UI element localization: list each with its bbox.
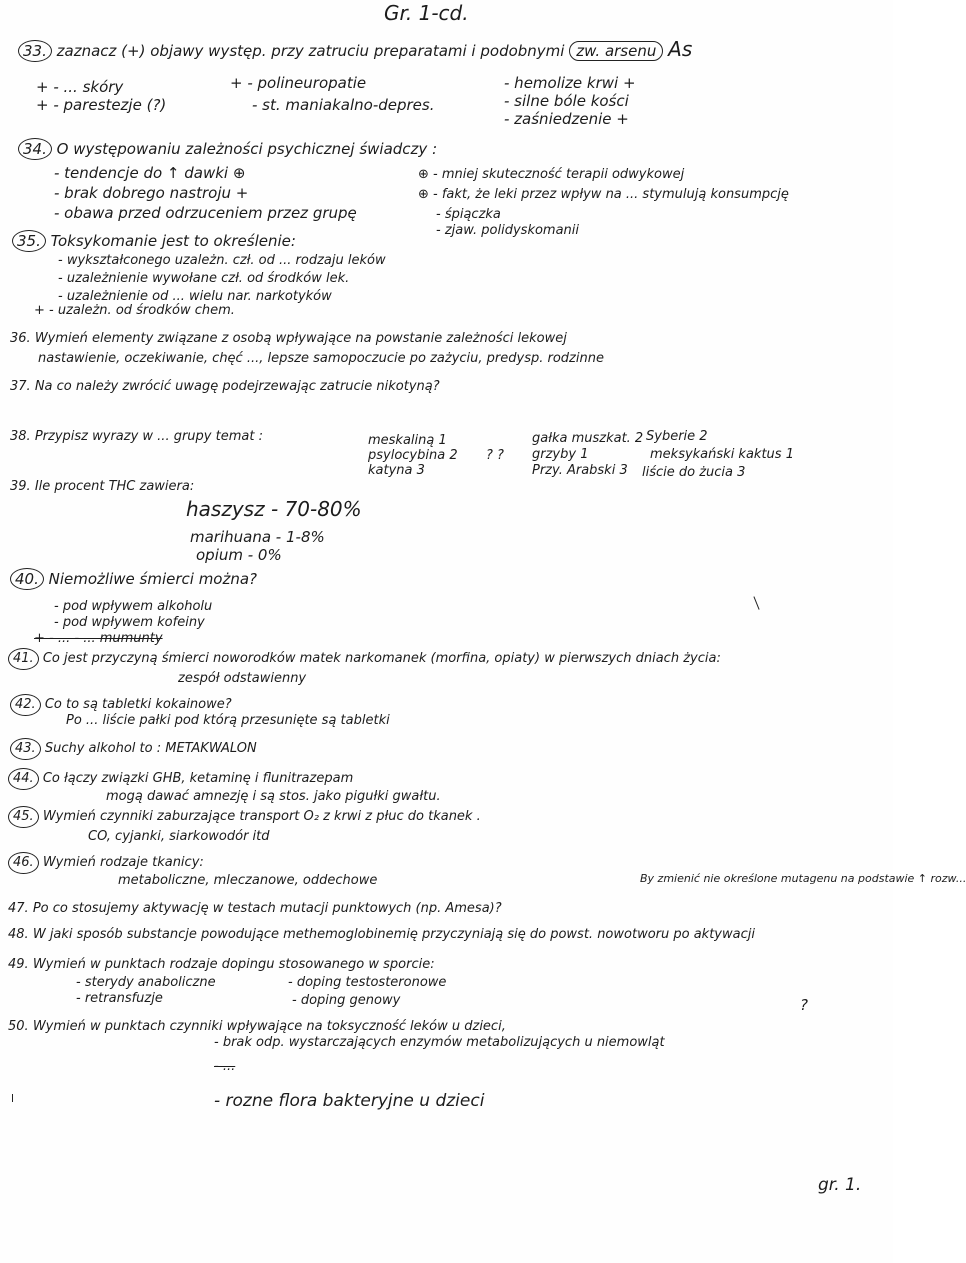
question-40 bbox=[10, 568, 257, 590]
question-number: 45. bbox=[8, 806, 39, 828]
q33-col2-a: + - polineuropatie bbox=[230, 74, 367, 92]
q38-col1-b: psylocybina 2 bbox=[368, 448, 458, 463]
question-36 bbox=[10, 330, 567, 348]
q38-col3-c: liście do żucia 3 bbox=[642, 465, 746, 480]
question-number: 48. bbox=[8, 927, 29, 942]
q34-right-a: ⊕ - mniej skuteczność terapii odwykowej bbox=[418, 167, 685, 182]
q49-col2-b: - doping genowy bbox=[292, 993, 401, 1008]
page-header: Gr. 1-cd. bbox=[384, 1, 469, 25]
question-44 bbox=[8, 768, 353, 790]
footer-group-label: gr. 1. bbox=[818, 1175, 862, 1195]
question-number: 42. bbox=[10, 694, 41, 716]
question-text: Na co należy zwrócić uwagę podejrzewając zatrucie nikotyną? bbox=[34, 379, 440, 394]
q50-item-b: - ... bbox=[214, 1059, 236, 1074]
pen-mark bbox=[753, 596, 760, 610]
question-number: 34. bbox=[18, 138, 52, 160]
question-number: 39. bbox=[10, 479, 31, 494]
question-text: Co łączy związki GHB, ketaminę i flunitrazepam bbox=[42, 771, 354, 786]
question-33 bbox=[18, 37, 693, 62]
q33-col3-c: - zaśniedzenie + bbox=[504, 110, 629, 128]
q34-right-d: - zjaw. polidyskomanii bbox=[436, 223, 580, 238]
q45-answer: CO, cyjanki, siarkowodór itd bbox=[88, 829, 270, 844]
question-number: 43. bbox=[10, 738, 41, 760]
q34-left-c: - obawa przed odrzuceniem przez grupę bbox=[54, 204, 357, 222]
q41-answer: zespół odstawienny bbox=[178, 671, 307, 686]
q33-col3-a: - hemolize krwi + bbox=[504, 74, 636, 92]
pen-mark bbox=[12, 1094, 13, 1102]
q34-right-b: ⊕ - fakt, że leki przez wpływ na ... stymulują konsumpcję bbox=[418, 187, 789, 202]
question-text: Niemożliwe śmierci można? bbox=[48, 570, 258, 588]
q38-col2-c: Przy. Arabski 3 bbox=[532, 463, 628, 478]
q39-row-b: marihuana - 1-8% bbox=[190, 528, 325, 546]
q33-col1-b: + - parestezje (?) bbox=[36, 96, 167, 114]
highlighted-element: zw. arsenu bbox=[569, 41, 663, 61]
q40-item-a: - pod wpływem alkoholu bbox=[54, 599, 213, 614]
q49-col1-b: - retransfuzje bbox=[76, 991, 163, 1006]
question-48 bbox=[8, 926, 755, 944]
question-number: 35. bbox=[12, 230, 46, 252]
question-number: 50. bbox=[8, 1019, 29, 1034]
q35-item-b: - uzależnienie wywołane czł. od środków lek. bbox=[58, 271, 350, 286]
question-text: Co jest przyczyną śmierci noworodków matek narkomanek (morfina, opiaty) w pierwszych dniach życia: bbox=[42, 651, 721, 666]
question-number: 41. bbox=[8, 648, 39, 670]
question-number: 44. bbox=[8, 768, 39, 790]
q44-answer: mogą dawać amnezję i są stos. jako pigułki gwałtu. bbox=[106, 789, 441, 804]
q47-answer: By zmienić nie określone mutagenu na podstawie ↑ rozw... bbox=[640, 872, 966, 885]
question-47 bbox=[8, 900, 502, 918]
question-text: Suchy alkohol to : METAKWALON bbox=[44, 741, 257, 756]
q35-item-d: + - uzależn. od środków chem. bbox=[34, 303, 235, 318]
q46-answer: metaboliczne, mleczanowe, oddechowe bbox=[118, 873, 378, 888]
question-text: Ile procent THC zawiera: bbox=[34, 479, 195, 494]
q42-answer: Po ... liście pałki pod którą przesunięte są tabletki bbox=[66, 713, 390, 728]
q38-col2-b: grzyby 1 bbox=[532, 447, 589, 462]
question-38 bbox=[10, 428, 263, 446]
question-34 bbox=[18, 138, 437, 160]
question-46 bbox=[8, 852, 204, 874]
question-number: 36. bbox=[10, 331, 31, 346]
q38-col2-a: gałka muszkat. 2 bbox=[532, 431, 644, 446]
question-text: Przypisz wyrazy w ... grupy temat : bbox=[34, 429, 263, 444]
element-symbol: As bbox=[668, 37, 693, 61]
q33-col2-b: - st. maniakalno-depres. bbox=[252, 96, 435, 114]
q49-col2-a: - doping testosteronowe bbox=[288, 975, 447, 990]
q33-col3-b: - silne bóle kości bbox=[504, 92, 629, 110]
question-49 bbox=[8, 956, 435, 974]
q38-col1-c: katyna 3 bbox=[368, 463, 425, 478]
q40-item-b: - pod wpływem kofeiny bbox=[54, 615, 205, 630]
question-35 bbox=[12, 230, 296, 252]
q40-item-c: + - ... - ... mumunty bbox=[34, 631, 163, 646]
question-number: 47. bbox=[8, 901, 29, 916]
question-number: 46. bbox=[8, 852, 39, 874]
q38-col1-a: meskaliną 1 bbox=[368, 433, 447, 448]
question-number: 40. bbox=[10, 568, 44, 590]
question-number: 37. bbox=[10, 379, 31, 394]
q50-item-a: - brak odp. wystarczających enzymów metabolizujących u niemowląt bbox=[214, 1035, 665, 1050]
question-text: Wymień w punktach czynniki wpływające na toksyczność leków u dzieci, bbox=[32, 1019, 506, 1034]
q49-col1-a: - sterydy anaboliczne bbox=[76, 975, 216, 990]
q35-item-c: - uzależnienie od ... wielu nar. narkotyków bbox=[58, 289, 332, 304]
question-text: Wymień elementy związane z osobą wpływające na powstanie zależności lekowej bbox=[34, 331, 567, 346]
question-text: W jaki sposób substancje powodujące methemoglobinemię przyczyniają się do powst. nowotworu po aktywacji bbox=[32, 927, 755, 942]
question-text: Toksykomanie jest to określenie: bbox=[50, 232, 296, 250]
question-37 bbox=[10, 378, 440, 396]
question-text: Wymień rodzaje tkanicy: bbox=[42, 855, 204, 870]
question-number: 38. bbox=[10, 429, 31, 444]
q50-item-c: - rozne flora bakteryjne u dzieci bbox=[214, 1091, 485, 1111]
question-number: 33. bbox=[18, 40, 52, 62]
q39-row-c: opium - 0% bbox=[196, 546, 282, 564]
question-number: 49. bbox=[8, 957, 29, 972]
q34-right-c: - śpiączka bbox=[436, 207, 501, 222]
question-text: Wymień w punktach rodzaje dopingu stosowanego w sporcie: bbox=[32, 957, 435, 972]
q38-col3-a: Syberie 2 bbox=[646, 429, 708, 444]
q33-col1-a: + - ... skóry bbox=[36, 78, 124, 96]
question-45 bbox=[8, 806, 481, 828]
q35-item-a: - wykształconego uzależn. czł. od ... rodzaju leków bbox=[58, 253, 386, 268]
question-text: zaznacz (+) objawy występ. przy zatruciu preparatami i podobnymi bbox=[56, 42, 565, 60]
question-43 bbox=[10, 738, 257, 760]
q50-mark: ? bbox=[800, 996, 808, 1014]
q34-left-a: - tendencje do ↑ dawki ⊕ bbox=[54, 164, 246, 182]
question-text: Wymień czynniki zaburzające transport O₂ z krwi z płuc do tkanek . bbox=[42, 809, 481, 824]
q36-answer: nastawienie, oczekiwanie, chęć ..., lepsze samopoczucie po zażyciu, predysp. rodzinne bbox=[38, 351, 604, 366]
q34-left-b: - brak dobrego nastroju + bbox=[54, 184, 249, 202]
question-41 bbox=[8, 648, 721, 670]
q39-row-a: haszysz - 70-80% bbox=[186, 497, 362, 521]
question-39 bbox=[10, 478, 194, 496]
question-text: O występowaniu zależności psychicznej świadczy : bbox=[56, 140, 438, 158]
q38-marks: ? ? bbox=[486, 448, 504, 463]
question-text: Co to są tabletki kokainowe? bbox=[44, 697, 232, 712]
question-text: Po co stosujemy aktywację w testach mutacji punktowych (np. Amesa)? bbox=[32, 901, 502, 916]
q38-col3-b: meksykański kaktus 1 bbox=[650, 447, 794, 462]
